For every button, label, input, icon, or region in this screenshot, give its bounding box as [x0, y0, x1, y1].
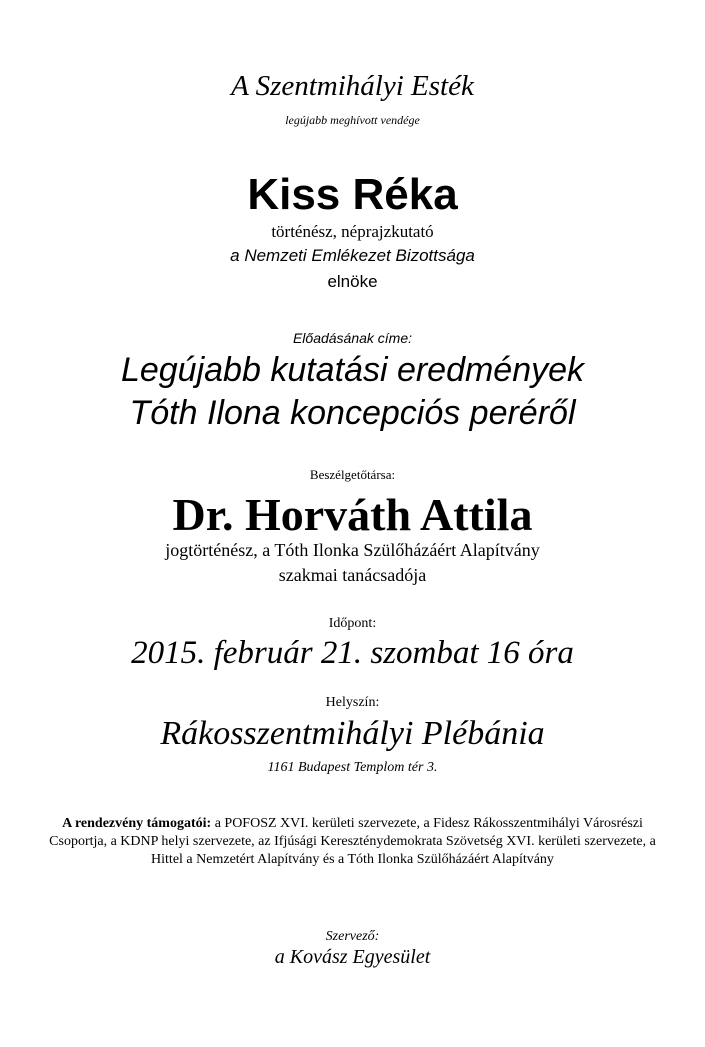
guest-title-line2: a Nemzeti Emlékezet Bizottsága	[230, 246, 475, 265]
series-title: A Szentmihályi Esték	[231, 70, 474, 102]
time-label: Időpont:	[328, 616, 377, 631]
partner-label: Beszélgetőtársa:	[309, 467, 396, 482]
venue-name: Rákosszentmihályi Plébánia	[160, 715, 545, 752]
organizer-name: a Kovász Egyesület	[274, 946, 431, 968]
venue-address: 1161 Budapest Templom tér 3.	[267, 760, 438, 775]
supporters-text: a POFOSZ XVI. kerületi szervezete, a Fidesz Rákosszentmihályi Városrészi Csoportja, a KDNP helyi szervezete, az Ifjúsági Kereszténydemokrata Szövetség XVI. kerületi szervezete, a Hittel a Nemzetért Alapítvány és a Tóth Ilonka Szülőházáért Alapítvány	[49, 816, 656, 867]
lecture-title-line1: Legújabb kutatási eredmények	[120, 351, 585, 389]
time-value: 2015. február 21. szombat 16 óra	[131, 635, 574, 671]
guest-name: Kiss Réka	[247, 170, 458, 219]
lecture-title-line2: Tóth Ilona koncepciós peréről	[129, 394, 576, 432]
supporters-label: A rendezvény támogatói:	[62, 816, 212, 831]
organizer-label: Szervező:	[325, 929, 380, 944]
guest-title-line3: elnöke	[327, 272, 378, 291]
lecture-label: Előadásának címe:	[292, 330, 413, 346]
partner-desc-line2: szakmai tanácsadója	[278, 565, 427, 585]
partner-name: Dr. Horváth Attila	[172, 489, 533, 540]
guest-title-line1: történész, néprajzkutató	[271, 222, 434, 241]
supporters-paragraph	[40, 815, 665, 869]
series-subtitle: legújabb meghívott vendége	[285, 113, 420, 127]
venue-label: Helyszín:	[325, 695, 380, 710]
partner-desc-line1: jogtörténész, a Tóth Ilonka Szülőházáért Alapítvány	[165, 540, 540, 560]
